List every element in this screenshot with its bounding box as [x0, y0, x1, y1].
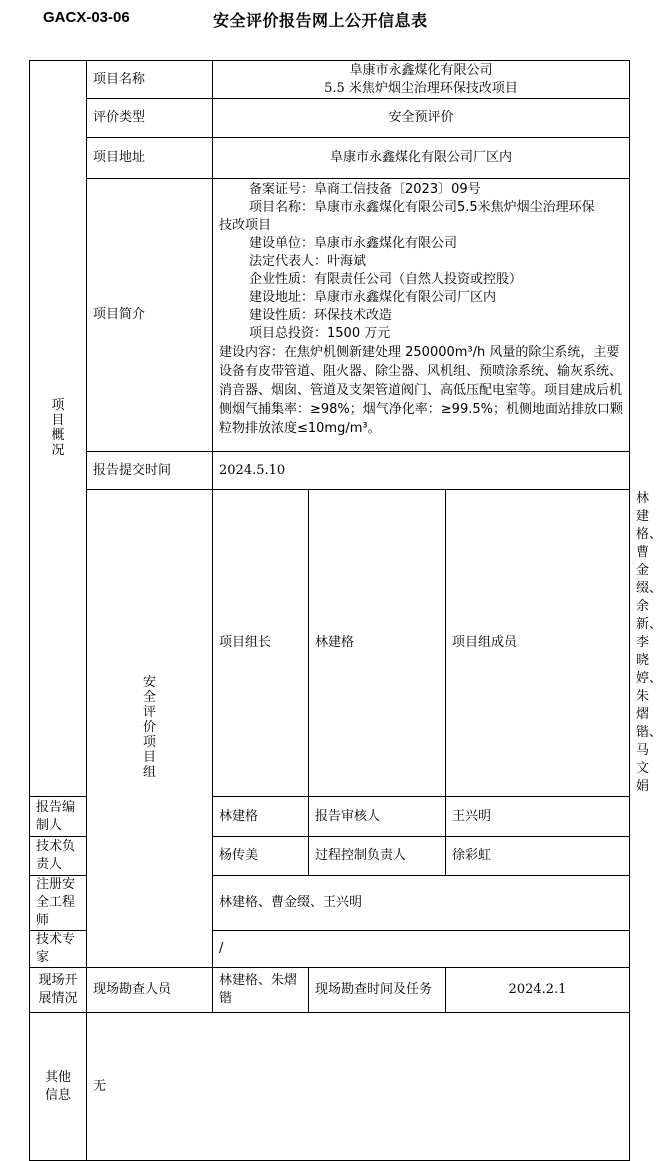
other-info-value: 无 [87, 1013, 630, 1161]
intro-name-line2: 技改项目 [219, 218, 272, 233]
legal-representative: 法定代表人：叶海斌 [249, 254, 367, 269]
submit-date-value: 2024.5.10 [213, 452, 630, 490]
survey-time-label: 现场勘查时间及任务 [309, 968, 446, 1013]
builder: 建设单位：阜康市永鑫煤化有限公司 [249, 236, 458, 251]
document-title: 安全评价报告网上公开信息表 [213, 11, 428, 30]
tech-lead-value: 杨传美 [213, 837, 309, 876]
section-label: 其他信息 [44, 1069, 71, 1103]
eval-type-label: 评价类型 [87, 99, 213, 138]
members-label: 项目组成员 [446, 490, 630, 797]
intro-cell [213, 179, 630, 452]
section-label: 现场开展情况 [38, 973, 78, 1006]
leader-label: 项目组长 [213, 490, 309, 797]
section-project-overview [30, 61, 87, 797]
section-site-survey [30, 968, 87, 1013]
info-table: 项目概况 项目名称 阜康市永鑫煤化有限公司 5.5 米焦炉烟尘治理环保技改项目 评价类型 安全预评价 项目地址 阜康市永鑫煤化有限公司厂区内 项目简介 备案证号：阜商工信技备〔2023〕09号 项目名称：阜康市永鑫煤化有限公司5.5米焦炉烟尘治理环保 技改项目 建设单位：阜康市永鑫煤化有限公司 法定代表人：叶海斌 企业性质：有限责任公司（自然人投资或控股） 建设地址：阜康市永鑫煤化有限公司厂区内 建设性质：环保技术改造 项目总投资：1500 万元 建设内容：在焦炉机侧新建处理 250000m³/h 风量的除尘系统，主要设备有皮带管道、阻火器、除尘器、风机组、预喷涂系统、输灰系统、消音器、烟囱、管道及支架管道阀门、高低压配电室等。项目建成后机侧烟气捕集率：≥98%；烟气净化率：≥99.5%；机侧地面站排放口颗粒物排放浓度≤10mg/m³。 报告提交时间 2024.5.10 安全评价项目组 项目组长 林建格 项目组成员 林建格、曹金缀、余新、李晓婷、朱熠锴、马文娟 报告编制人 林建格 报告审核人 王兴明 技术负责人 杨传美 过程控制负责人 徐彩虹 注册安全工程师 林建格、曹金缀、王兴明 技术专家 / 现场开展情况 现场勘查人员 林建格、朱熠锴 现场勘查时间及任务 2024.2.1 其他信息 无 [29, 60, 630, 1161]
intro-name-line1: 项目名称：阜康市永鑫煤化有限公司5.5米焦炉烟尘治理环保 [249, 200, 595, 215]
build-content: 建设内容：在焦炉机侧新建处理 250000m³/h 风量的除尘系统，主要设备有皮带管道、阻火器、除尘器、风机组、预喷涂系统、输灰系统、消音器、烟囱、管道及支架管道阀门、高低压配电室等。项目建成后机侧烟气捕集率：≥98%；烟气净化率：≥99.5%；机侧地面站排放口颗粒物排放浓度≤10mg/m³。 [219, 345, 623, 436]
section-label: 项目概况 [51, 397, 65, 458]
build-type: 建设性质：环保技术改造 [249, 308, 393, 323]
project-name-line1: 阜康市永鑫煤化有限公司 [349, 62, 493, 78]
project-name-cell [213, 61, 630, 99]
record-no: 备案证号：阜商工信技备〔2023〕09号 [249, 182, 481, 197]
address-value: 阜康市永鑫煤化有限公司厂区内 [213, 138, 630, 179]
document-code: GACX-03-06 [43, 9, 130, 26]
process-lead-value: 徐彩虹 [446, 837, 630, 876]
reviewer-value: 王兴明 [446, 797, 630, 837]
section-label: 安全评价项目组 [142, 675, 156, 780]
address-label: 项目地址 [87, 138, 213, 179]
reviewer-label: 报告审核人 [309, 797, 446, 837]
expert-value: / [213, 931, 630, 968]
enterprise-nature: 企业性质：有限责任公司（自然人投资或控股） [249, 272, 523, 287]
engineers-value: 林建格、曹金缀、王兴明 [213, 876, 630, 931]
surveyors-value: 林建格、朱熠锴 [213, 968, 309, 1013]
process-lead-label: 过程控制负责人 [309, 837, 446, 876]
author-value: 林建格 [213, 797, 309, 837]
expert-label: 技术专家 [30, 931, 87, 968]
investment: 项目总投资：1500 万元 [249, 326, 391, 341]
project-name-label: 项目名称 [87, 61, 213, 99]
section-assessment-team [87, 490, 213, 968]
intro-label: 项目简介 [87, 179, 213, 452]
project-name-line2: 5.5 米焦炉烟尘治理环保技改项目 [324, 80, 518, 96]
surveyors-label: 现场勘查人员 [87, 968, 213, 1013]
tech-lead-label: 技术负责人 [30, 837, 87, 876]
leader-value: 林建格 [309, 490, 446, 797]
submit-date-label: 报告提交时间 [87, 452, 213, 490]
author-label: 报告编制人 [30, 797, 87, 837]
section-other-info [30, 1013, 87, 1161]
eval-type-value: 安全预评价 [213, 99, 630, 138]
survey-time-value: 2024.2.1 [446, 968, 630, 1013]
engineers-label: 注册安全工程师 [30, 876, 87, 931]
build-site: 建设地址：阜康市永鑫煤化有限公司厂区内 [249, 290, 497, 305]
